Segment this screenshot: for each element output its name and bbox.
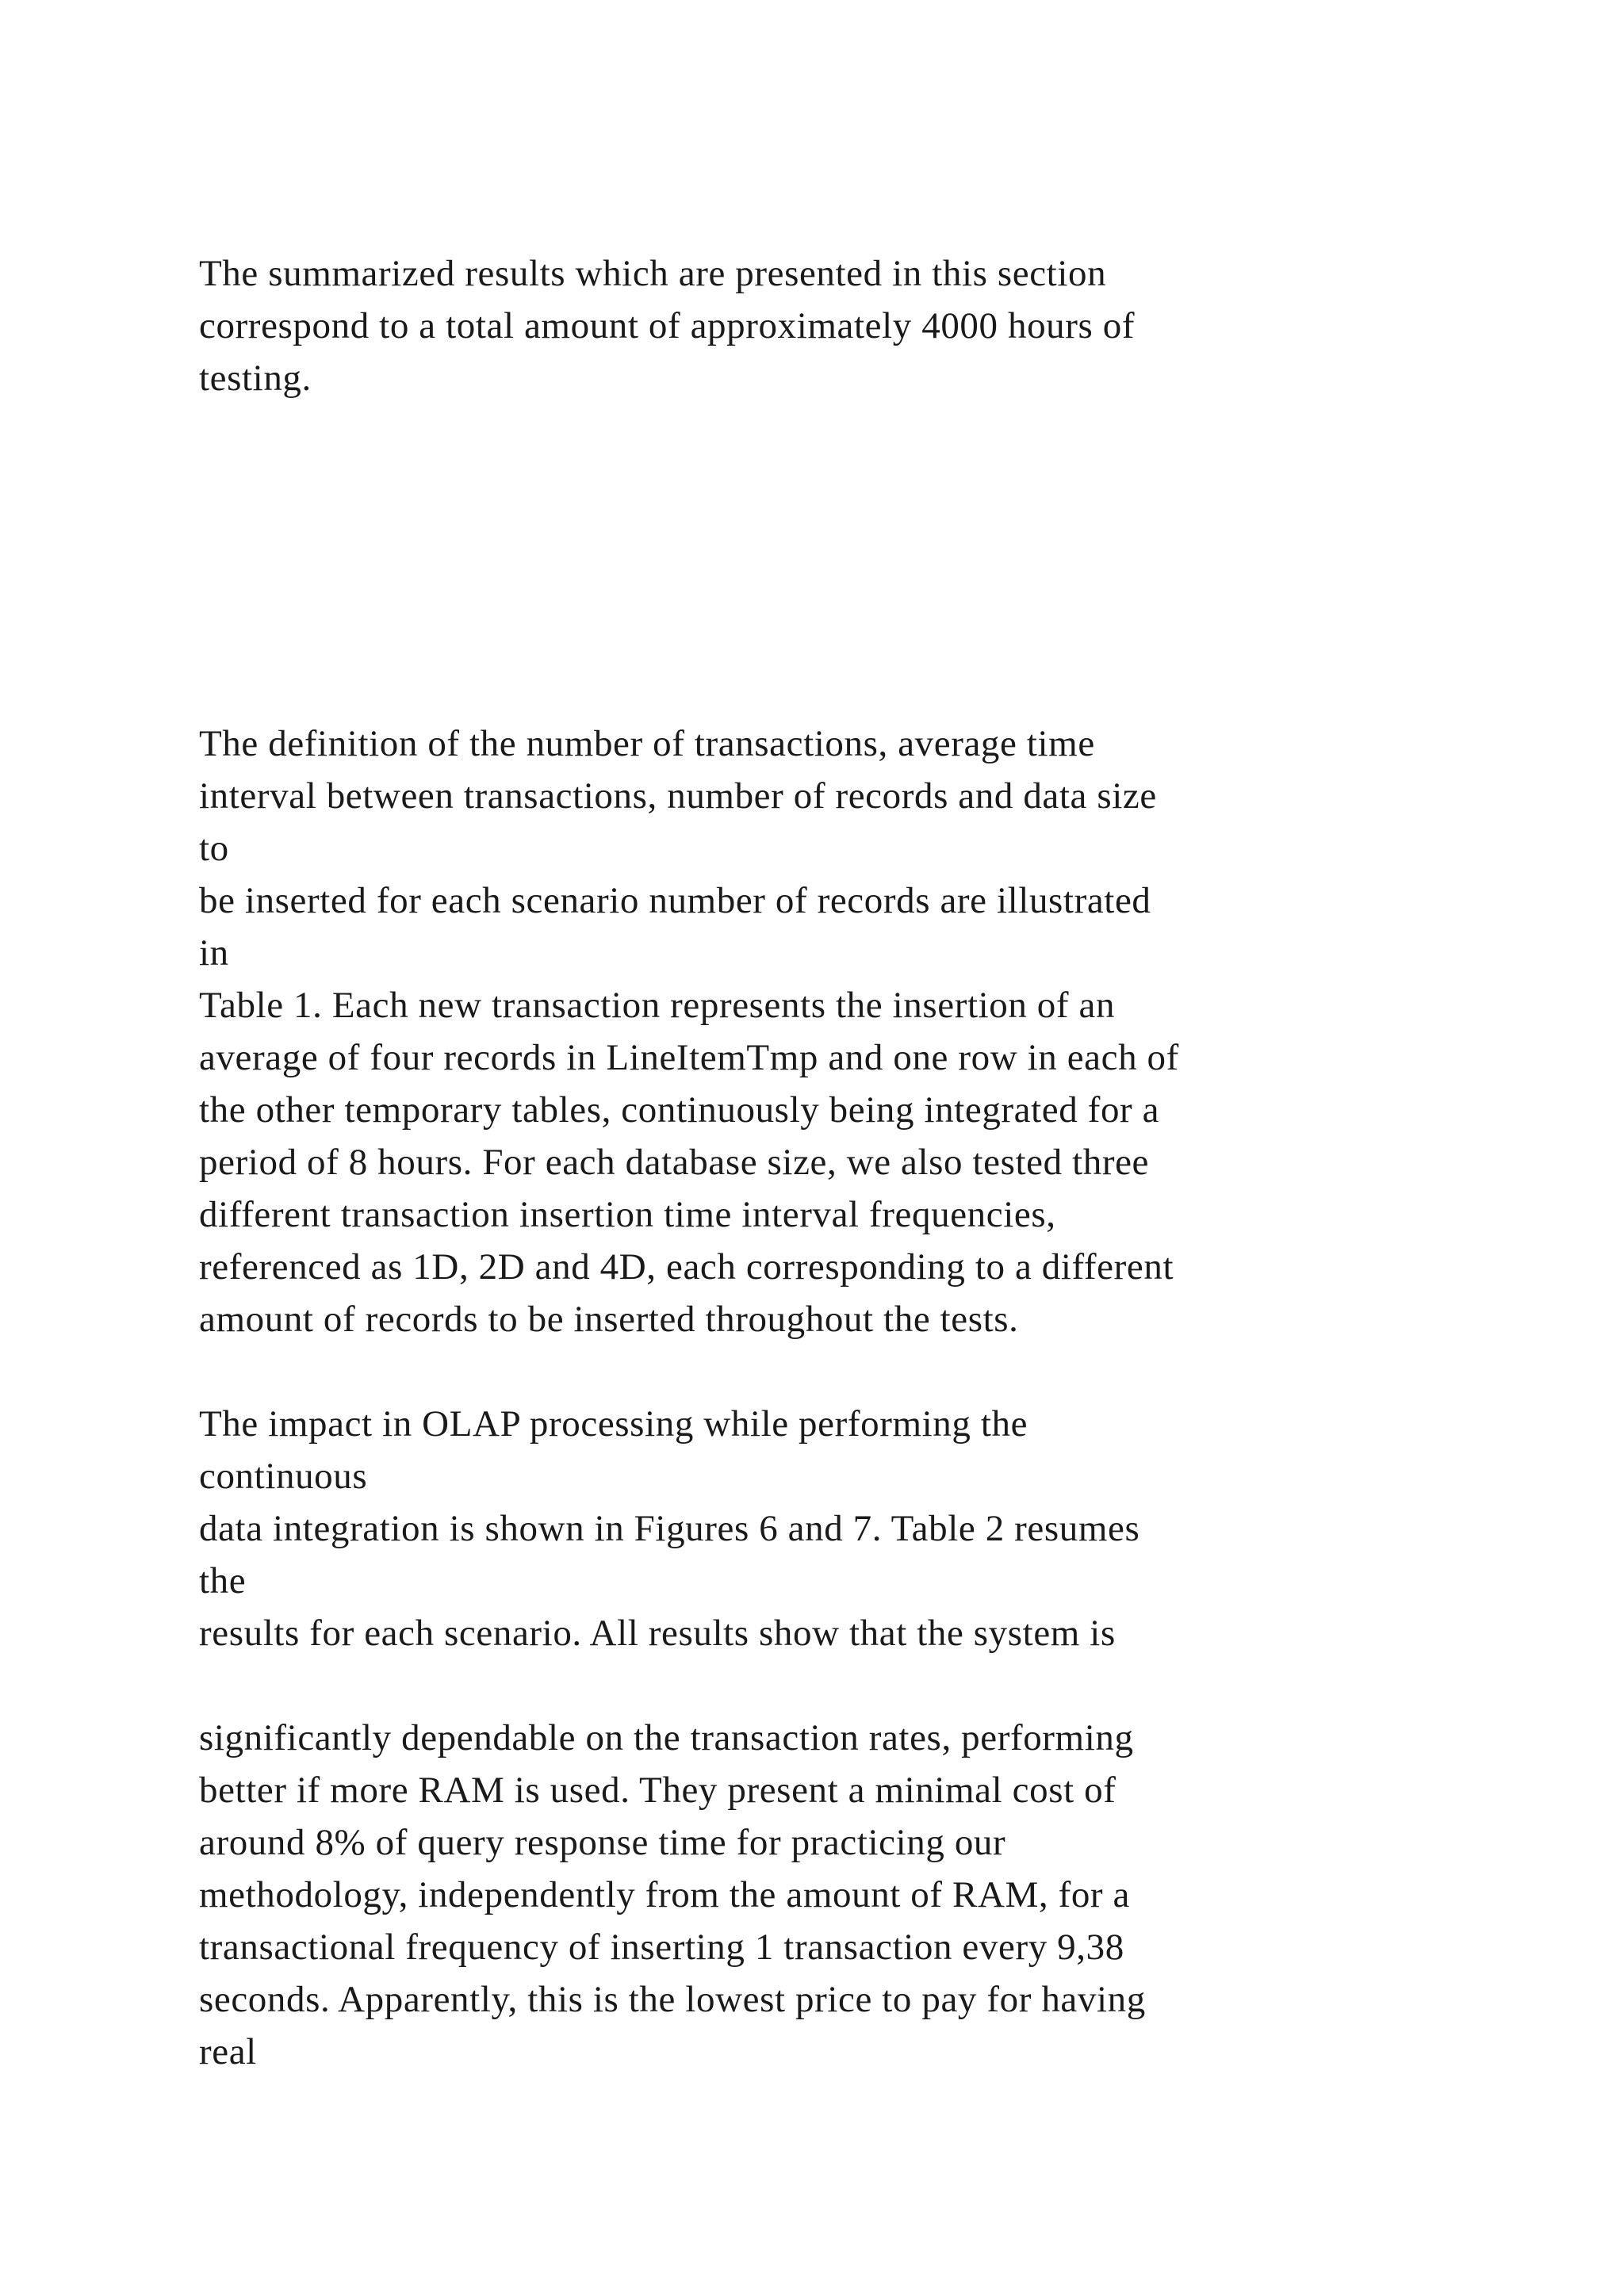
paragraph-3-line-2: continuous (199, 1456, 368, 1497)
paragraph-4-line-1: significantly dependable on the transaction rates, performing (199, 1717, 1134, 1758)
paragraph-2-line-9: period of 8 hours. For each database size, we also tested three (199, 1142, 1150, 1183)
paragraph-4-line-7: real (199, 2031, 257, 2072)
paragraph-2-line-3: to (199, 828, 229, 869)
paragraph-2-line-11: referenced as 1D, 2D and 4D, each corresponding to a different (199, 1246, 1174, 1288)
paragraph-1-line-2: correspond to a total amount of approximately 4000 hours of (199, 305, 1136, 346)
paragraph-3-line-5: results for each scenario. All results show that the system is (199, 1613, 1116, 1654)
paragraph-1-line-1: The summarized results which are presented in this section (199, 253, 1107, 294)
paragraph-2-line-12: amount of records to be inserted throughout the tests. (199, 1299, 1019, 1340)
paragraph-2-line-10: different transaction insertion time interval frequencies, (199, 1194, 1056, 1235)
paragraph-4-line-2: better if more RAM is used. They present a minimal cost of (199, 1770, 1116, 1811)
paragraph-4-line-6: seconds. Apparently, this is the lowest price to pay for having (199, 1979, 1146, 2020)
paragraph-2-line-2: interval between transactions, number of records and data size (199, 775, 1157, 817)
paragraph-2-line-8: the other temporary tables, continuously being integrated for a (199, 1089, 1160, 1131)
paragraph-1-line-3: testing. (199, 358, 312, 399)
paragraph-2-line-5: in (199, 932, 229, 974)
paragraph-3-line-3: data integration is shown in Figures 6 and 7. Table 2 resumes (199, 1508, 1140, 1549)
paragraph-2-line-1: The definition of the number of transactions, average time (199, 723, 1095, 764)
paragraph-4-line-5: transactional frequency of inserting 1 transaction every 9,38 (199, 1927, 1124, 1968)
paragraph-4-line-4: methodology, independently from the amount of RAM, for a (199, 1874, 1130, 1915)
paragraph-2-line-4: be inserted for each scenario number of records are illustrated (199, 880, 1151, 921)
paragraph-3-line-1: The impact in OLAP processing while performing the (199, 1403, 1028, 1445)
paragraph-2-line-6: Table 1. Each new transaction represents the insertion of an (199, 985, 1116, 1026)
paragraph-4-line-3: around 8% of query response time for practicing our (199, 1822, 1006, 1863)
paragraph-2-line-7: average of four records in LineItemTmp and one row in each of (199, 1037, 1179, 1078)
paragraph-3-line-4: the (199, 1560, 247, 1601)
